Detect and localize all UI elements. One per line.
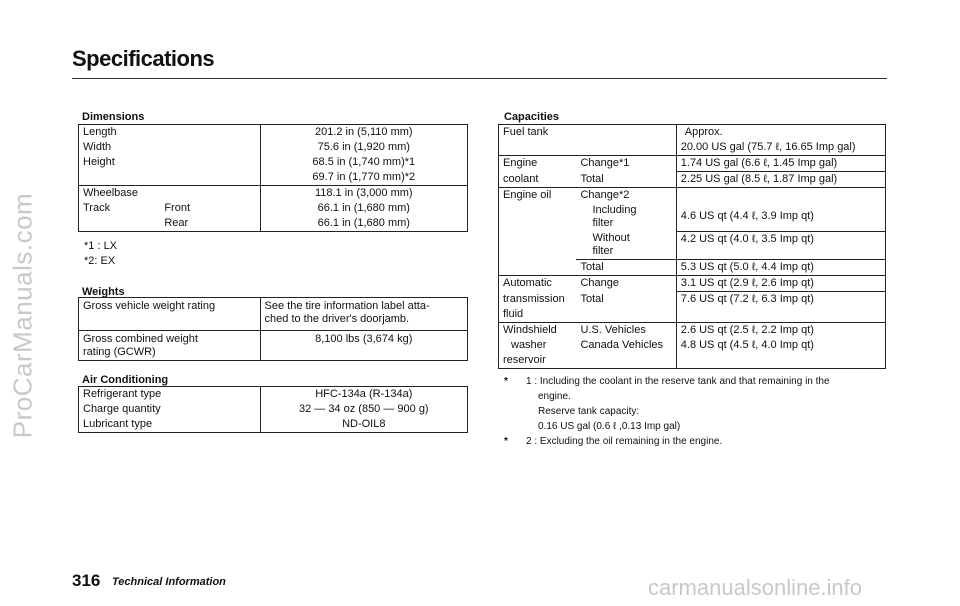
- weights-title: Weights: [82, 286, 125, 298]
- dim-value: 75.6 in (1,920 mm): [260, 140, 467, 155]
- dim-value: 66.1 in (1,680 mm): [260, 216, 467, 232]
- cap-oil-including-value: 4.6 US qt (4.4 ℓ, 3.9 Imp qt): [676, 203, 885, 231]
- dim-label: Track: [83, 202, 111, 214]
- table-row: [499, 125, 886, 141]
- footnote-asterisk: *: [504, 436, 508, 447]
- cap-spacer: [676, 353, 885, 369]
- title-divider: [72, 78, 887, 79]
- footnote-1-cont: engine.: [538, 391, 571, 402]
- footnote-1: [504, 374, 889, 389]
- cap-spacer: [676, 307, 885, 323]
- dim-value: 66.1 in (1,680 mm): [260, 201, 467, 216]
- dim-label: Width: [83, 141, 112, 153]
- cap-atf-change-value: 3.1 US qt (2.9 ℓ, 2.6 Imp qt): [676, 276, 885, 292]
- table-row: [499, 276, 886, 292]
- cap-oil-without: [576, 231, 676, 260]
- cap-spacer: [676, 188, 885, 204]
- dim-label: Wheelbase: [79, 186, 261, 202]
- dim-label: [79, 170, 261, 186]
- table-row: [499, 292, 886, 308]
- page-number: 316: [72, 571, 101, 590]
- weight-value: [260, 331, 467, 361]
- dimensions-note-1: *1 : LX: [84, 240, 118, 252]
- weight-label-line1: Gross vehicle weight rating: [83, 300, 216, 312]
- dimensions-title: Dimensions: [82, 111, 145, 123]
- cap-oil-change: Change*2: [576, 188, 676, 204]
- table-row: [499, 156, 886, 172]
- dim-sublabel: Rear: [164, 217, 189, 229]
- dim-value: 69.7 in (1,770 mm)*2: [260, 170, 467, 186]
- cap-washer-us-value: 2.6 US qt (2.5 ℓ, 2.2 Imp qt): [676, 323, 885, 339]
- page-title: Specifications: [72, 46, 215, 71]
- cap-atf-label-2: transmission: [503, 292, 565, 305]
- dimensions-table: [78, 124, 468, 232]
- ac-label: Refrigerant type: [83, 388, 162, 400]
- cap-washer-label-1: Windshield: [499, 323, 577, 339]
- cap-oil-without-line2: filter: [592, 245, 614, 257]
- weight-value-line2: ched to the driver's doorjamb.: [264, 313, 410, 325]
- footnote-2-text: 2 : Excluding the oil remaining in the engine.: [526, 436, 723, 447]
- dimensions-note-2: *2: EX: [84, 255, 116, 267]
- table-row: [79, 387, 468, 403]
- dim-label: Height: [83, 156, 115, 168]
- cap-washer-ca: Canada Vehicles: [580, 339, 664, 351]
- footnote-1-reserve: Reserve tank capacity:: [538, 406, 640, 417]
- cap-atf-label-3: fluid: [503, 308, 524, 320]
- ac-value: 32 — 34 oz (850 — 900 g): [260, 402, 467, 417]
- cap-spacer: [499, 231, 577, 260]
- watermark-left: ProCarManuals.com: [7, 192, 38, 439]
- table-row: [499, 338, 886, 353]
- table-row: [79, 216, 468, 232]
- table-row: [499, 231, 886, 260]
- weight-label-line1: Gross combined weight: [83, 333, 198, 345]
- cap-coolant-total-value: 2.25 US gal (8.5 ℓ, 1.87 Imp gal): [676, 172, 885, 188]
- weight-value-line1: 8,100 lbs (3,674 kg): [315, 333, 413, 345]
- weights-table: [78, 297, 468, 361]
- cap-atf-total: Total: [580, 292, 604, 305]
- capacities-title: Capacities: [504, 111, 560, 123]
- footnote-1-reserve-value: 0.16 US gal (0.6 ℓ ,0.13 Imp gal): [538, 421, 681, 432]
- table-row: [79, 186, 468, 202]
- cap-atf-total-value: 7.6 US qt (7.2 ℓ, 6.3 Imp qt): [676, 292, 885, 308]
- table-row: [499, 140, 886, 156]
- ac-value: HFC-134a (R-134a): [260, 387, 467, 403]
- capacities-table: [498, 124, 886, 369]
- cap-atf-label-1: Automatic: [499, 276, 577, 292]
- table-row: [499, 307, 886, 323]
- ac-value: ND-OIL8: [260, 417, 467, 433]
- cap-atf-change: Change: [576, 276, 676, 292]
- weight-label-line2: rating (GCWR): [83, 346, 156, 358]
- cap-spacer: [499, 140, 677, 156]
- table-row: [79, 402, 468, 417]
- dim-value: 118.1 in (3,000 mm): [260, 186, 467, 202]
- table-row: [79, 155, 468, 170]
- dim-value: 68.5 in (1,740 mm)*1: [260, 155, 467, 170]
- footnote-asterisk: *: [504, 376, 508, 387]
- dim-label: Length: [83, 126, 117, 138]
- cap-washer-label-3: reservoir: [503, 354, 546, 366]
- cap-oil-including: [576, 203, 676, 231]
- footnote-1-text: 1 : Including the coolant in the reserve tank and that remaining in the: [526, 376, 830, 387]
- dim-value: 201.2 in (5,110 mm): [260, 125, 467, 141]
- capacities-footnotes: [504, 374, 889, 449]
- table-row: [499, 323, 886, 339]
- ac-label: Charge quantity: [83, 403, 161, 415]
- cap-fuel-value-line2: 20.00 US gal (75.7 ℓ, 16.65 Imp gal): [676, 140, 885, 156]
- cap-spacer: [499, 260, 577, 276]
- cap-oil-including-line1: Including: [592, 204, 637, 216]
- cap-coolant-change: Change*1: [576, 156, 676, 172]
- cap-washer-us: U.S. Vehicles: [576, 323, 676, 339]
- table-row: [79, 170, 468, 186]
- cap-spacer: [576, 353, 676, 369]
- cap-coolant-change-value: 1.74 US gal (6.6 ℓ, 1.45 Imp gal): [676, 156, 885, 172]
- weight-value-line1: See the tire information label atta-: [264, 300, 430, 312]
- weight-value: [260, 298, 467, 331]
- cap-oil-without-line1: Without: [592, 232, 630, 244]
- cap-coolant-label-1: Engine: [499, 156, 577, 172]
- cap-spacer: [576, 307, 676, 323]
- dim-label: [79, 216, 161, 232]
- cap-oil-total: Total: [576, 260, 676, 276]
- table-row: [79, 140, 468, 155]
- cap-oil-including-line2: filter: [592, 217, 614, 229]
- weight-label: [79, 298, 261, 331]
- watermark-bottom: carmanualsonline.info: [648, 575, 863, 600]
- table-row: [79, 331, 468, 361]
- table-row: [499, 353, 886, 369]
- page-section-title: Technical Information: [112, 576, 226, 588]
- cap-fuel-label: Fuel tank: [503, 126, 549, 138]
- cap-washer-ca-value: 4.8 US qt (4.5 ℓ, 4.0 Imp qt): [676, 338, 885, 353]
- cap-oil-without-value: 4.2 US qt (4.0 ℓ, 3.5 Imp qt): [676, 231, 885, 260]
- table-row: [499, 260, 886, 276]
- footnote-2: [504, 434, 889, 449]
- air-conditioning-table: [78, 386, 468, 433]
- table-row: [79, 125, 468, 141]
- table-row: [499, 172, 886, 188]
- cap-washer-label-2: washer: [511, 339, 547, 351]
- cap-coolant-label-2: coolant: [503, 172, 539, 185]
- table-row: [499, 188, 886, 204]
- cap-fuel-value-line1: Approx.: [676, 125, 885, 141]
- cap-coolant-total: Total: [580, 172, 604, 185]
- cap-oil-label: Engine oil: [499, 188, 577, 204]
- table-row: [79, 417, 468, 433]
- table-row: [79, 298, 468, 331]
- weight-label: [79, 331, 261, 361]
- table-row: [79, 201, 468, 216]
- table-row: [499, 203, 886, 231]
- air-conditioning-title: Air Conditioning: [82, 374, 169, 386]
- cap-oil-total-value: 5.3 US qt (5.0 ℓ, 4.4 Imp qt): [676, 260, 885, 276]
- ac-label: Lubricant type: [83, 418, 153, 430]
- cap-spacer: [499, 203, 577, 231]
- dim-sublabel: Front: [164, 202, 191, 214]
